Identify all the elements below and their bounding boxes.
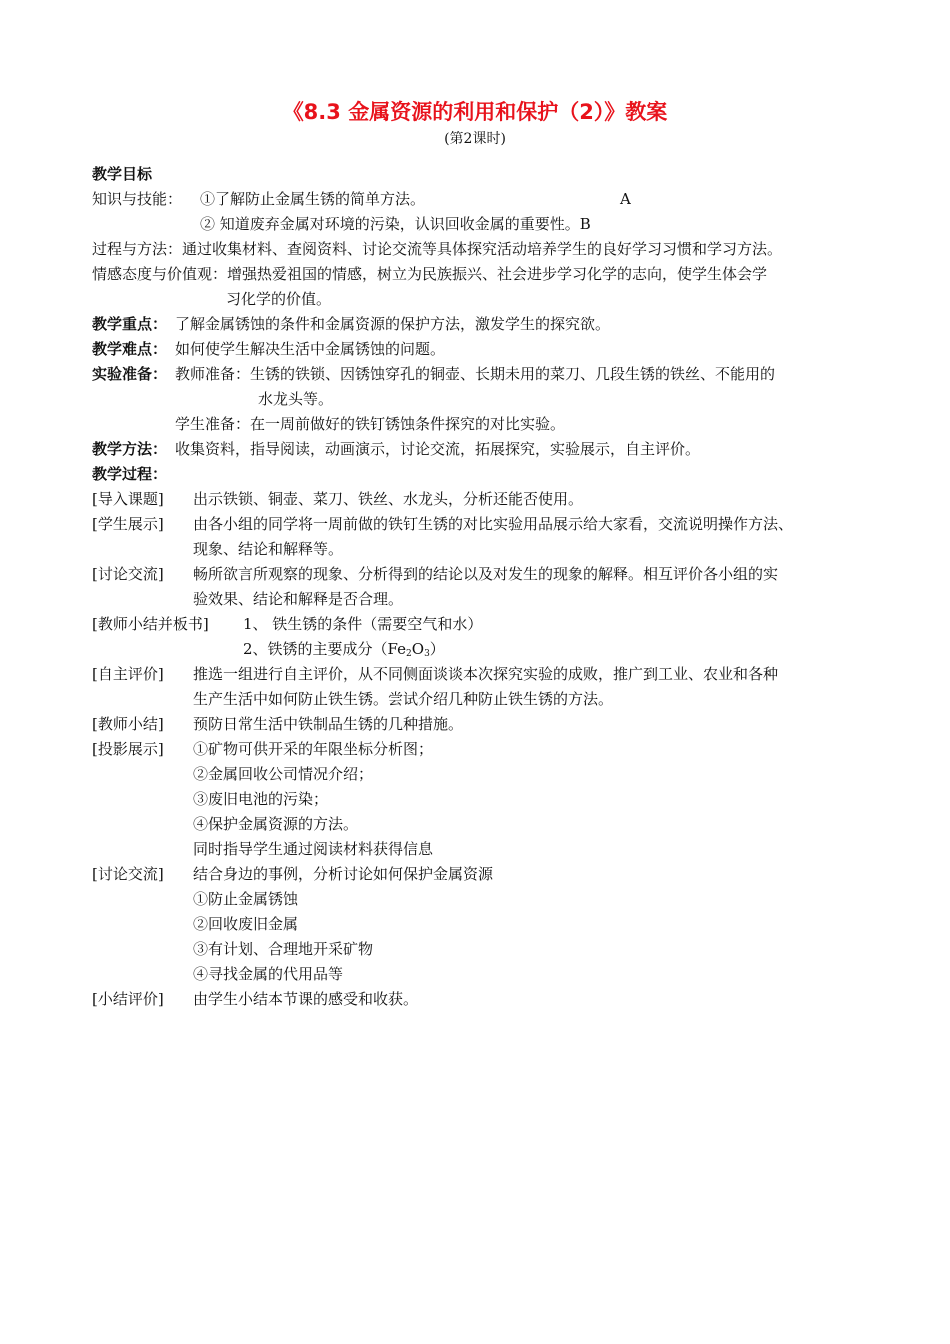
discuss2-item-4: ④寻找金属的代用品等 [193, 965, 344, 983]
projection-label: [投影展示] [92, 740, 164, 758]
discuss-line-1: 畅所欲言所观察的现象、分析得到的结论以及对发生的现象的解释。相互评价各小组的实 [193, 565, 779, 583]
student-show-line-2: 现象、结论和解释等。 [193, 540, 344, 558]
projection-item-3: ③废旧电池的污染； [193, 790, 329, 808]
discuss2-text: 结合身边的事例，分析讨论如何保护金属资源 [193, 865, 494, 883]
final-eval-label: [小结评价] [92, 990, 164, 1008]
projection-note: 同时指导学生通过阅读材料获得信息 [193, 840, 434, 858]
teacher-preparation-line-1: 教师准备：生锈的铁锁、因锈蚀穿孔的铜壶、长期未用的菜刀、几段生锈的铁丝、不能用的 [175, 365, 776, 383]
discuss2-item-2: ②回收废旧金属 [193, 915, 299, 933]
knowledge-item-1: ①了解防止金属生锈的简单方法。 [200, 190, 426, 208]
intro-text: 出示铁锁、铜壶、菜刀、铁丝、水龙头，分析还能否使用。 [193, 490, 584, 508]
document-title: 《8.3 金属资源的利用和保护（2）》教案 [282, 100, 668, 124]
self-eval-label: [自主评价] [92, 665, 164, 683]
projection-item-4: ④保护金属资源的方法。 [193, 815, 359, 833]
process-method-goal: 过程与方法：通过收集材料、查阅资料、讨论交流等具体探究活动培养学生的良好学习习惯和学习方法。 [92, 240, 783, 258]
projection-item-2: ②金属回收公司情况介绍； [193, 765, 374, 783]
knowledge-label: 知识与技能： [92, 190, 183, 208]
teacher-preparation-line-2: 水龙头等。 [258, 390, 334, 408]
emotion-goal-line-1: 情感态度与价值观：增强热爱祖国的情感，树立为民族振兴、社会进步学习化学的志向，使学生体会学 [92, 265, 768, 283]
teacher-summary-text: 预防日常生活中铁制品生锈的几种措施。 [193, 715, 464, 733]
document-subtitle: (第2课时) [444, 131, 506, 147]
emotion-goal-line-2: 习化学的价值。 [226, 290, 332, 308]
intro-label: [导入课题] [92, 490, 164, 508]
student-show-label: [学生展示] [92, 515, 164, 533]
discuss-line-2: 验效果、结论和解释是否合理。 [193, 590, 404, 608]
projection-item-1: ①矿物可供开采的年限坐标分析图； [193, 740, 434, 758]
preparation-label: 实验准备： [92, 365, 168, 383]
student-preparation: 学生准备：在一周前做好的铁钉锈蚀条件探究的对比实验。 [175, 415, 566, 433]
process-heading: 教学过程： [92, 465, 168, 483]
knowledge-item-2: ② 知道废弃金属对环境的污染，认识回收金属的重要性。B [200, 215, 591, 233]
self-eval-line-2: 生产生活中如何防止铁生锈。尝试介绍几种防止铁生锈的方法。 [193, 690, 614, 708]
difficulty-label: 教学难点： [92, 340, 168, 358]
difficulty-text: 如何使学生解决生活中金属锈蚀的问题。 [175, 340, 446, 358]
teacher-summary-label: [教师小结] [92, 715, 164, 733]
discuss2-item-3: ③有计划、合理地开采矿物 [193, 940, 374, 958]
board-item-2: 2、铁锈的主要成分$(Fe_2O_3)$ [243, 640, 445, 659]
self-eval-line-1: 推选一组进行自主评价，从不同侧面谈谈本次探究实验的成败，推广到工业、农业和各种 [193, 665, 779, 683]
key-point-label: 教学重点： [92, 315, 168, 333]
teacher-board-label: [教师小结并板书] [92, 615, 209, 633]
key-point-text: 了解金属锈蚀的条件和金属资源的保护方法，激发学生的探究欲。 [175, 315, 611, 333]
final-eval-text: 由学生小结本节课的感受和收获。 [193, 990, 419, 1008]
board-item-1: 1、 铁生锈的条件（需要空气和水） [243, 615, 483, 633]
method-label: 教学方法： [92, 440, 168, 458]
discuss2-label: [讨论交流] [92, 865, 164, 883]
goals-heading: 教学目标 [92, 165, 153, 183]
discuss-label: [讨论交流] [92, 565, 164, 583]
knowledge-item-1-level: A [620, 190, 631, 208]
student-show-line-1: 由各小组的同学将一周前做的铁钉生锈的对比实验用品展示给大家看，交流说明操作方法、 [193, 515, 794, 533]
method-text: 收集资料，指导阅读，动画演示，讨论交流，拓展探究，实验展示，自主评价。 [175, 440, 701, 458]
discuss2-item-1: ①防止金属锈蚀 [193, 890, 299, 908]
